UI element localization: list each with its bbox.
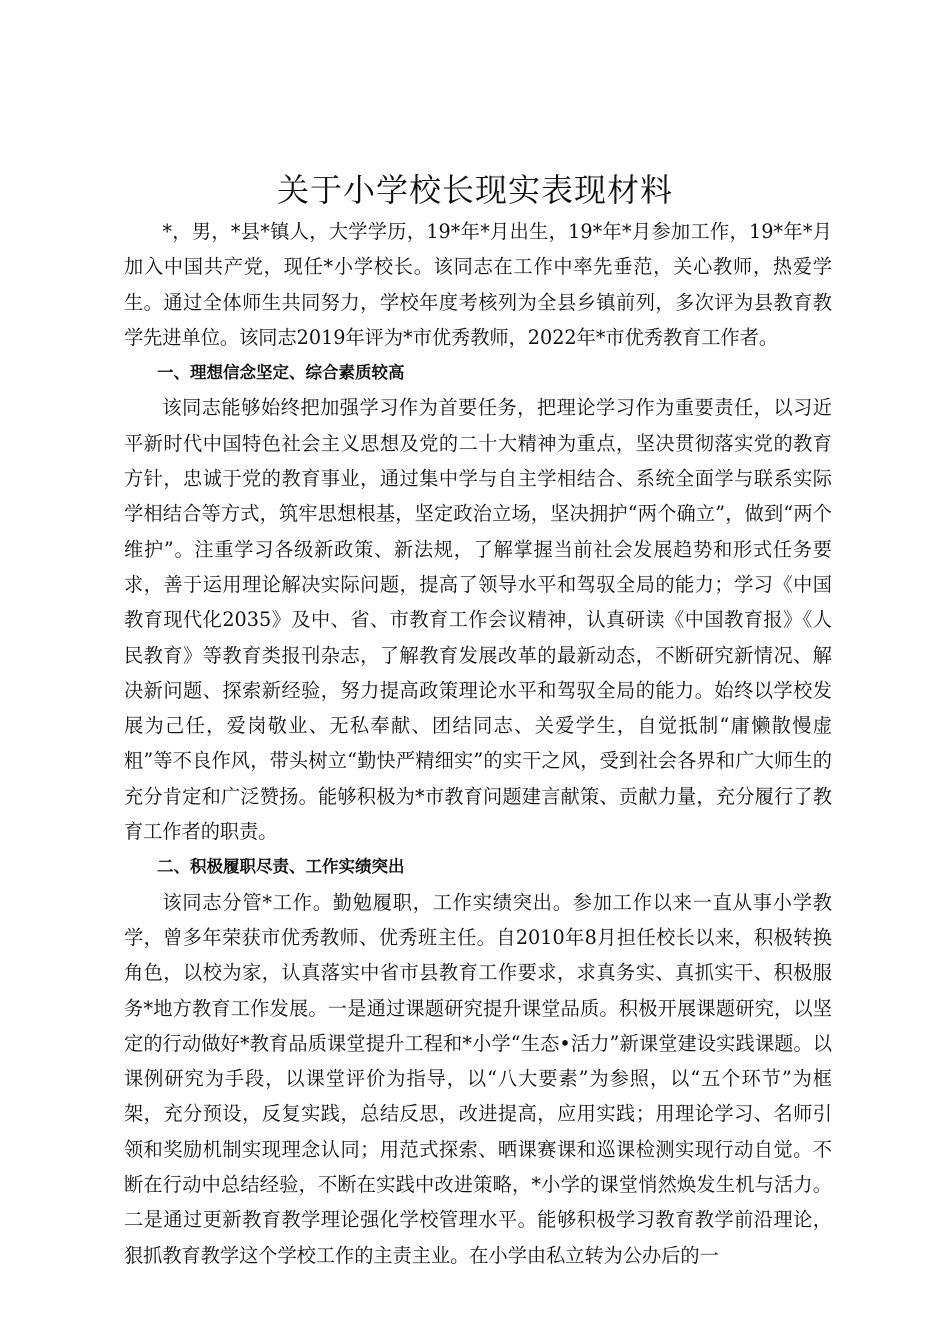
section-heading-2: 二、积极履职尽责、工作实绩突出: [157, 857, 405, 877]
document-body: [124, 214, 832, 1273]
section-paragraph-1: 该同志能够始终把加强学习作为首要任务，把理论学习作为重要责任，以习近平新时代中国特色社会主义思想及党的二十大精神为重点，坚决贯彻落实党的教育方针，忠诚于党的教育事业，通过集中学与自主学相结合、系统全面学与联系实际学相结合等方式，筑牢思想根基，坚定政治立场，坚决拥护“两个确立”，做到“两个维护”。注重学习各级新政策、新法规，了解掌握当前社会发展趋势和形式任务要求，善于运用理论解决实际问题，提高了领导水平和驾驭全局的能力；学习《中国教育现代化2035》及中、省、市教育工作会议精神，认真研读《中国教育报》《人民教育》等教育类报刊杂志，了解教育发展改革的最新动态，不断研究新情况、解决新问题、探索新经验，努力提高政策理论水平和驾驭全局的能力。始终以学校发展为己任，爱岗敬业、无私奉献、团结同志、关爱学生，自觉抵制“庸懒散慢虚粗”等不良作风，带头树立“勤快严精细实”的实干之风，受到社会各界和广大师生的充分肯定和广泛赞扬。能够积极为*市教育问题建言献策、贡献力量，充分履行了教育工作者的职责。: [124, 396, 832, 844]
intro-paragraph: *，男，*县*镇人，大学学历，19*年*月出生，19*年*月参加工作，19*年*月加入中国共产党，现任*小学校长。该同志在工作中率先垂范，关心教师，热爱学生。通过全体师生共同努力，学校年度考核列为全县乡镇前列，多次评为县教育教学先进单位。该同志2019年评为*市优秀教师，2022年*市优秀教育工作者。: [124, 220, 832, 349]
section-paragraph-2: 该同志分管*工作。勤勉履职，工作实绩突出。参加工作以来一直从事小学教学，曾多年荣获市优秀教师、优秀班主任。自2010年8月担任校长以来，积极转换角色，以校为家，认真落实中省市县教育工作要求，求真务实、真抓实干、积极服务*地方教育工作发展。一是通过课题研究提升课堂品质。积极开展课题研究，以坚定的行动做好*教育品质课堂提升工程和*小学“生态•活力”新课堂建设实践课题。以课例研究为手段，以课堂评价为指导，以“八大要素”为参照，以“五个环节”为框架，充分预设，反复实践，总结反思，改进提高，应用实践；用理论学习、名师引领和奖励机制实现理念认同；用范式探索、晒课赛课和巡课检测实现行动自觉。不断在行动中总结经验，不断在实践中改进策略，*小学的课堂悄然焕发生机与活力。二是通过更新教育教学理论强化学校管理水平。能够积极学习教育教学前沿理论，狠抓教育教学这个学校工作的主责主业。在小学由私立转为公办后的一: [124, 890, 832, 1267]
document-title: 关于小学校长现实表现材料: [276, 171, 673, 209]
section-heading-1: 一、理想信念坚定、综合素质较高: [157, 363, 405, 383]
